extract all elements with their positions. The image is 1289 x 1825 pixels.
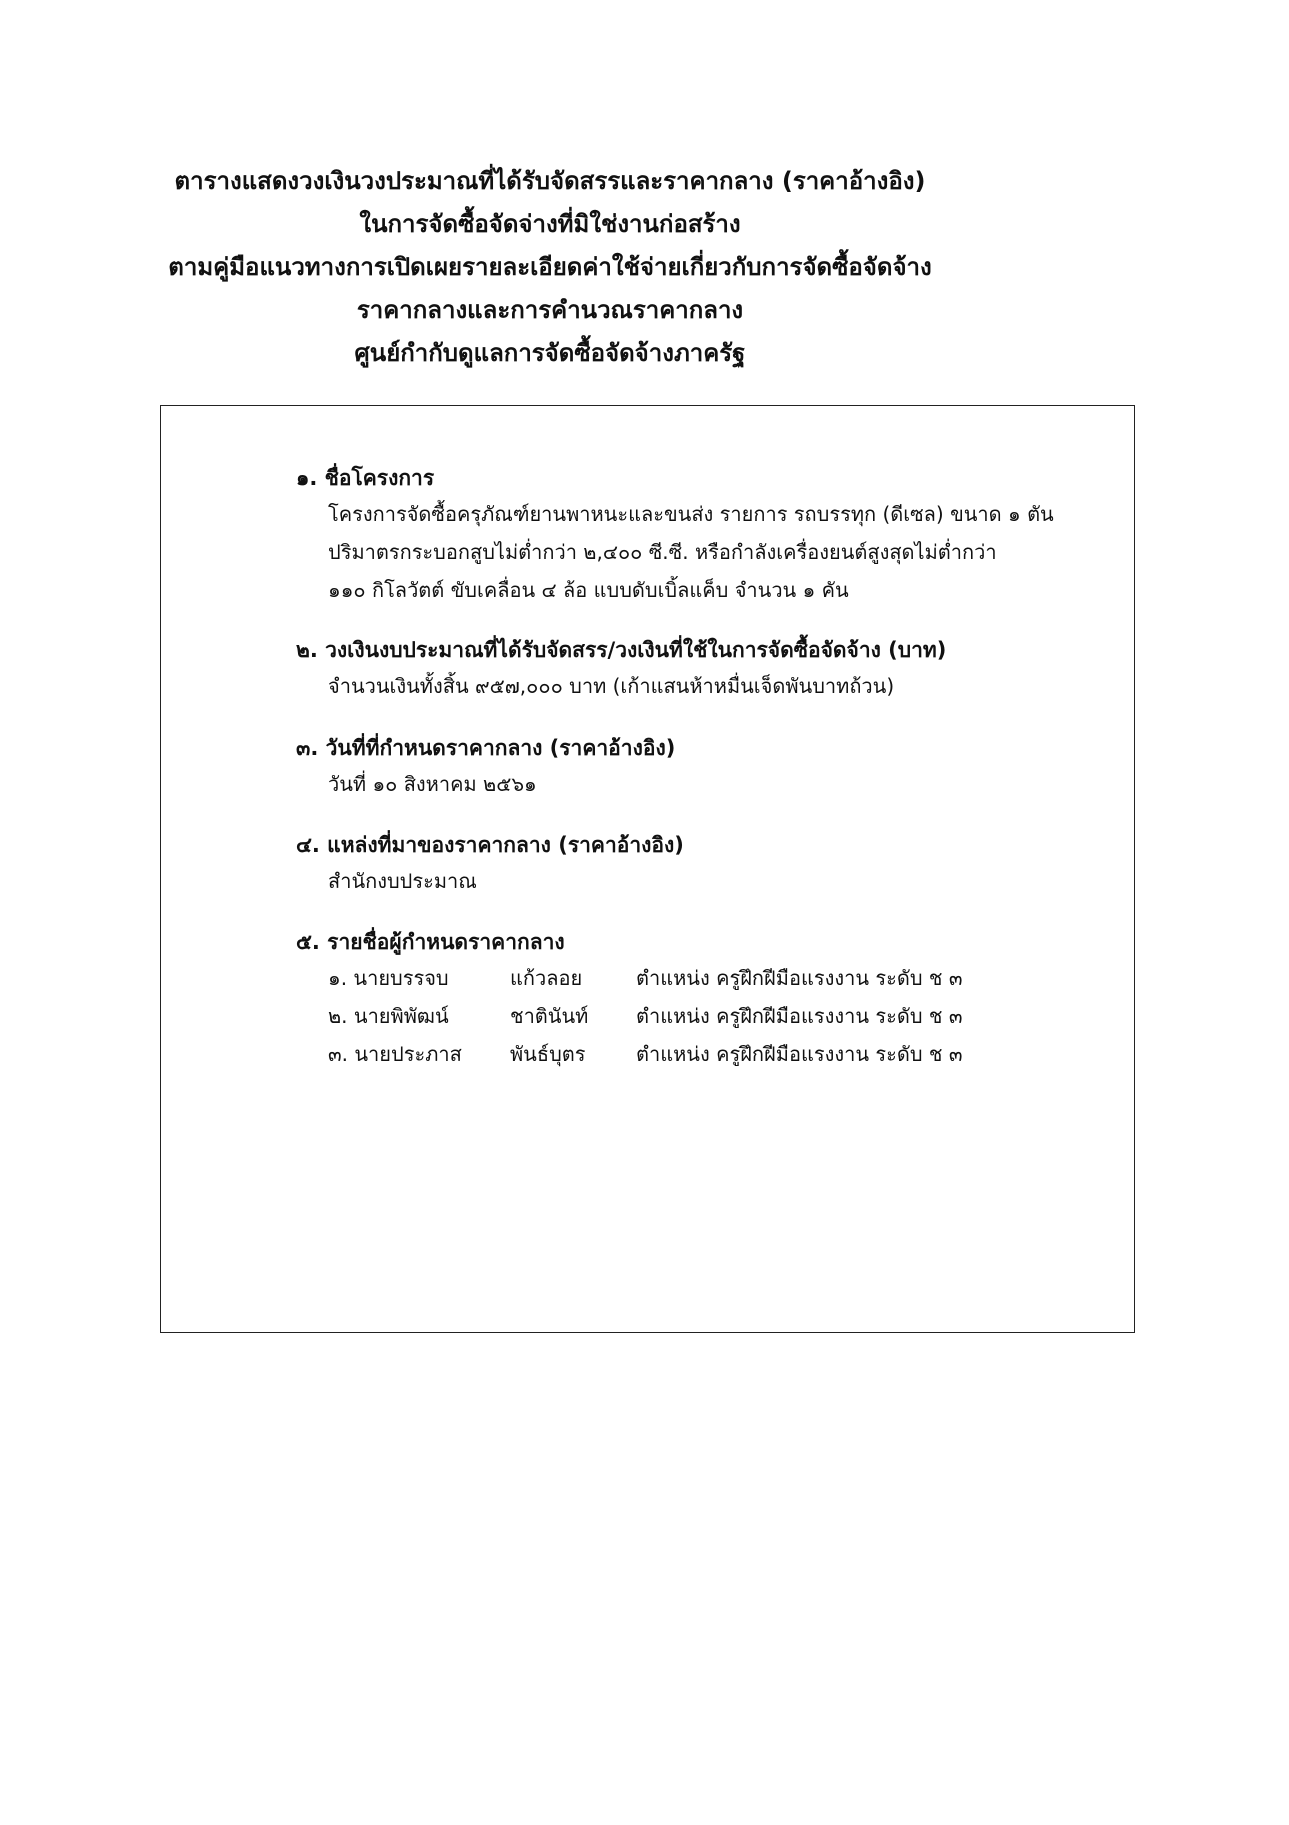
- member-first-name: ๓. นายประภาส: [328, 1042, 462, 1066]
- section-title: ๑. ชื่อโครงการ: [296, 466, 435, 490]
- header-title-line-4: ราคากลางและการคำนวณราคากลาง: [356, 296, 744, 324]
- header-title-line-1: ตารางแสดงวงเงินวงประมาณที่ได้รับจัดสรรและราคากลาง (ราคาอ้างอิง): [174, 167, 926, 195]
- section-reference-date: [296, 731, 1114, 803]
- committee-member-row: [296, 997, 1114, 1035]
- section-title: ๕. รายชื่อผู้กำหนดราคากลาง: [296, 930, 565, 954]
- section-title: ๓. วันที่ที่กำหนดราคากลาง (ราคาอ้างอิง): [296, 736, 676, 760]
- member-last-name: แก้วลอย: [510, 966, 583, 990]
- section-title: ๔. แหล่งที่มาของราคากลาง (ราคาอ้างอิง): [296, 833, 684, 857]
- header-title-line-5: ศูนย์กำกับดูแลการจัดซื้อจัดจ้างภาครัฐ: [354, 339, 746, 367]
- section-project-name: [296, 461, 1114, 609]
- section-budget: [296, 633, 1114, 705]
- committee-member-row: [296, 1035, 1114, 1073]
- member-last-name: พันธ์บุตร: [510, 1042, 586, 1066]
- document-header: [0, 160, 1100, 375]
- header-title-line-2: ในการจัดซื้อจัดจ่างที่มิใช่งานก่อสร้าง: [359, 210, 741, 238]
- member-first-name: ๒. นายพิพัฒน์: [328, 1004, 449, 1028]
- member-last-name: ชาตินันท์: [510, 1004, 589, 1028]
- member-position: ตำแหน่ง ครูฝึกฝีมือแรงงาน ระดับ ช ๓: [636, 966, 963, 990]
- reference-date: วันที่ ๑๐ สิงหาคม ๒๕๖๑: [328, 772, 537, 796]
- section-committee: [296, 925, 1114, 1073]
- price-source: สำนักงบประมาณ: [328, 869, 477, 893]
- member-first-name: ๑. นายบรรจบ: [328, 966, 449, 990]
- section-price-source: [296, 828, 1114, 900]
- member-position: ตำแหน่ง ครูฝึกฝีมือแรงงาน ระดับ ช ๓: [636, 1004, 963, 1028]
- project-description-line-2: ปริมาตรกระบอกสูบไม่ต่ำกว่า ๒,๔๐๐ ซี.ซี. หรือกำลังเครื่องยนต์สูงสุดไม่ต่ำกว่า: [328, 540, 997, 564]
- budget-amount: จำนวนเงินทั้งสิ้น ๙๕๗,๐๐๐ บาท (เก้าแสนห้าหมื่นเจ็ดพันบาทถ้วน): [328, 674, 895, 698]
- section-title: ๒. วงเงินงบประมาณที่ได้รับจัดสรร/วงเงินที่ใช้ในการจัดซื้อจัดจ้าง (บาท): [296, 638, 947, 662]
- project-description-line-3: ๑๑๐ กิโลวัตต์ ขับเคลื่อน ๔ ล้อ แบบดับเบิ้ลแค็บ จำนวน ๑ คัน: [328, 578, 849, 602]
- header-title-line-3: ตามคู่มือแนวทางการเปิดเผยรายละเอียดค่าใช้จ่ายเกี่ยวกับการจัดซื้อจัดจ้าง: [168, 253, 932, 281]
- member-position: ตำแหน่ง ครูฝึกฝีมือแรงงาน ระดับ ช ๓: [636, 1042, 963, 1066]
- project-description-line-1: โครงการจัดซื้อครุภัณฑ์ยานพาหนะและขนส่ง รายการ รถบรรทุก (ดีเซล) ขนาด ๑ ตัน: [328, 502, 1054, 526]
- committee-member-row: [296, 959, 1114, 997]
- content-box: [160, 405, 1135, 1333]
